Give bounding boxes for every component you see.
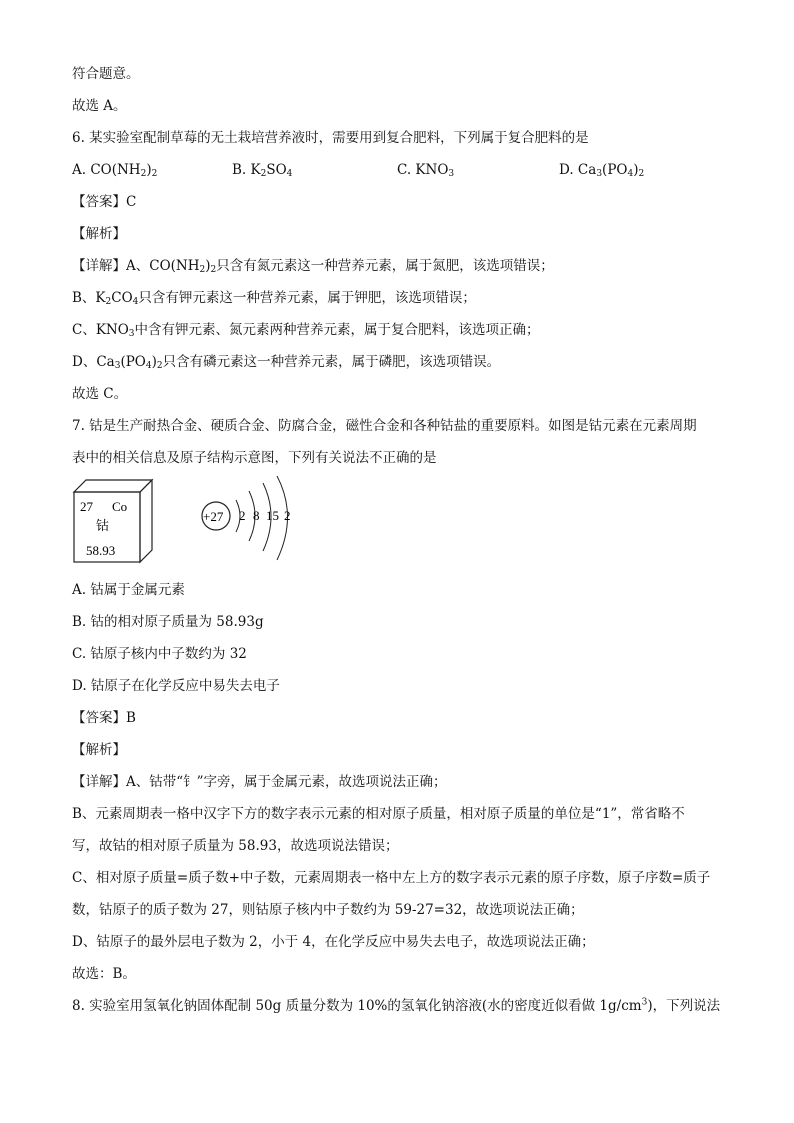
q7-detail-2b: 写，故钴的相对原子质量为 58.93，故选项说法错误； [72,838,399,854]
atomic-mass: 58.93 [86,543,116,558]
q6-detail-3: C、$KNO_3$中含有钾元素、氮元素两种营养元素，属于复合肥料，该选项正确； [72,322,540,339]
q7-detail-1: 【详解】A、钴带“钅”字旁，属于金属元素，故选项说法正确； [72,774,447,790]
q6-detail-2: B、$K_2CO_4$只含有钾元素这一种营养元素，属于钾肥，该选项错误； [72,290,476,307]
periodic-cell [74,480,152,562]
document-page [72,58,722,1022]
q7-detail-3a: C、相对原子质量=质子数+中子数，元素周期表一格中左上方的数字表示元素的原子序数，原子序数=质子 [72,870,711,886]
q6-conclusion: 故选 C。 [72,386,128,402]
shell-count-2: 8 [253,508,260,523]
q7-stem-1: 7. 钴是生产耐热合金、硬质合金、防腐合金，磁性合金和各种钴盐的重要原料。如图是钴元素在元素周期 [72,418,697,434]
q7-analysis-tag: 【解析】 [72,742,126,758]
q6-detail-4: D、$Ca_3(PO_4)_2$只含有磷元素这一种营养元素，属于磷肥，该选项错误。 [72,354,501,371]
q6-option-b: B. $K_2SO_4$ [232,162,293,179]
element-symbol: Co [112,499,128,514]
q7-detail-2a: B、元素周期表一格中汉字下方的数字表示元素的相对原子质量，相对原子质量的单位是“1”，常省略不 [72,806,685,822]
intro-line-1: 符合题意。 [72,66,140,82]
q7-stem-2: 表中的相关信息及原子结构示意图，下列有关说法不正确的是 [72,450,437,466]
q7-option-a: A. 钴属于金属元素 [72,582,185,598]
atomic-number: 27 [80,499,93,514]
q6-options [72,154,722,186]
q7-detail-3b: 数，钴原子的质子数为 27，则钴原子核内中子数约为 59-27=32，故选项说法正确； [72,902,584,918]
q6-detail-1: 【详解】A、$CO(NH_2)_2$只含有氮元素这一种营养元素，属于氮肥，该选项错误； [72,258,554,275]
q7-conclusion: 故选：B。 [72,966,136,982]
q7-figure [72,474,722,574]
cobalt-diagram [72,474,332,574]
shell-count-4: 2 [284,508,291,523]
q6-option-c: C. $KNO_3$ [397,162,455,179]
shell-count-3: 15 [266,508,279,523]
q7-detail-4: D、钴原子的最外层电子数为 2，小于 4，在化学反应中易失去电子，故选项说法正确； [72,934,595,950]
answer-tag: 【答案】 [72,710,126,726]
answer-tag: 【答案】 [72,194,126,210]
q7-option-d: D. 钴原子在化学反应中易失去电子 [72,678,280,694]
intro-line-2: 故选 A。 [72,98,127,114]
q7-answer: 【答案】B [72,710,136,726]
q6-stem: 6. 某实验室配制草莓的无土栽培营养液时，需要用到复合肥料，下列属于复合肥料的是 [72,130,589,146]
q6-option-d: D. $Ca_3(PO_4)_2$ [559,162,645,179]
shell-count-1: 2 [239,508,246,523]
atom-structure [202,476,291,560]
nucleus-charge: +27 [203,509,224,524]
q7-option-c: C. 钴原子核内中子数约为 32 [72,646,247,662]
q6-answer: 【答案】C [72,194,137,210]
q6-option-a: A. $CO(NH_2)_2$ [72,162,158,179]
element-name: 钴 [96,518,110,533]
q8-stem: 8. 实验室用氢氧化钠固体配制 50g 质量分数为 10%的氢氧化钠溶液(水的密度近似看做 $1g/cm^3$)，下列说法 [72,997,721,1014]
q7-option-b: B. 钴的相对原子质量为 58.93g [72,614,264,630]
q6-analysis-tag: 【解析】 [72,226,126,242]
